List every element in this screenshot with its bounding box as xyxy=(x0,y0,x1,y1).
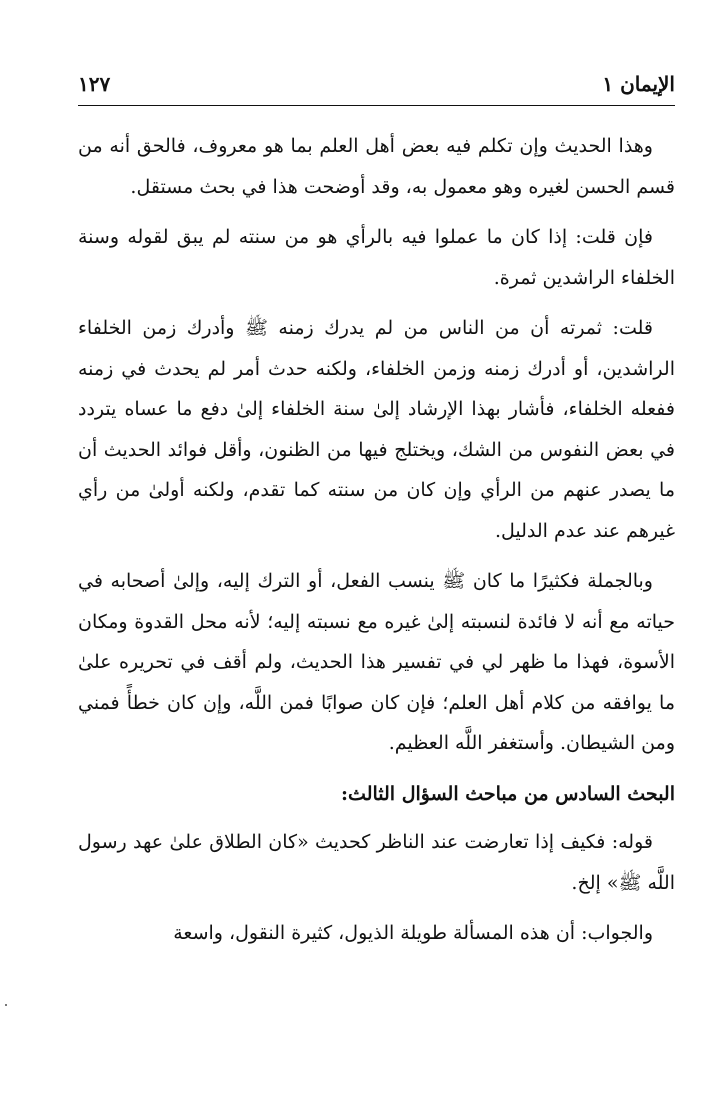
page-number: ١٢٧ xyxy=(78,72,111,96)
margin-speck xyxy=(5,1004,7,1006)
paragraph: فإن قلت: إذا كان ما عملوا فيه بالرأي هو من سنته لم يبق لقوله وسنة الخلفاء الراشدين ثمرة. xyxy=(78,226,675,289)
paragraph: وبالجملة فكثيرًا ما كان ﷺ ينسب الفعل، أو الترك إليه، وإلىٰ أصحابه في حياته مع أنه لا فائدة لنسبته إلىٰ غيره مع نسبته إليه؛ لأنه محل القدوة ومكان الأسوة، فهذا ما ظهر لي في تفسير هذا الحديث، ولم أقف في تحريره علىٰ ما يوافقه من كلام أهل العلم؛ فإن كان صوابًا فمن اللَّه، وإن كان خطأً فمني ومن الشيطان. وأستغفر اللَّه العظيم. xyxy=(78,570,675,754)
page-body xyxy=(78,126,675,954)
paragraph: والجواب: أن هذه المسألة طويلة الذيول، كثيرة النقول، واسعة xyxy=(173,922,653,944)
header-rule xyxy=(78,105,675,106)
chapter-title: الإيمان ١ xyxy=(602,72,675,96)
paragraph: قوله: فكيف إذا تعارضت عند الناظر كحديث «كان الطلاق علىٰ عهد رسول اللَّه ﷺ» إلخ. xyxy=(78,831,675,894)
paragraph: وهذا الحديث وإن تكلم فيه بعض أهل العلم بما هو معروف، فالحق أنه من قسم الحسن لغيره وهو معمول به، وقد أوضحت هذا في بحث مستقل. xyxy=(78,135,675,198)
running-head xyxy=(78,72,675,96)
section-heading: البحث السادس من مباحث السؤال الثالث: xyxy=(341,782,675,805)
paragraph: قلت: ثمرته أن من الناس من لم يدرك زمنه ﷺ وأدرك زمن الخلفاء الراشدين، أو أدرك زمنه وزمن الخلفاء، ولكنه حدث أمر لم يحدث في زمنه ففعله الخلفاء، فأشار بهذا الإرشاد إلىٰ سنة الخلفاء إلىٰ دفع ما عساه يتردد في بعض النفوس من الشك، ويختلج فيها من الظنون، وأقل فوائد الحديث أن ما يصدر عنهم من الرأي وإن كان من سنته كما تقدم، ولكنه أولىٰ من رأي غيرهم عند عدم الدليل. xyxy=(78,317,675,542)
